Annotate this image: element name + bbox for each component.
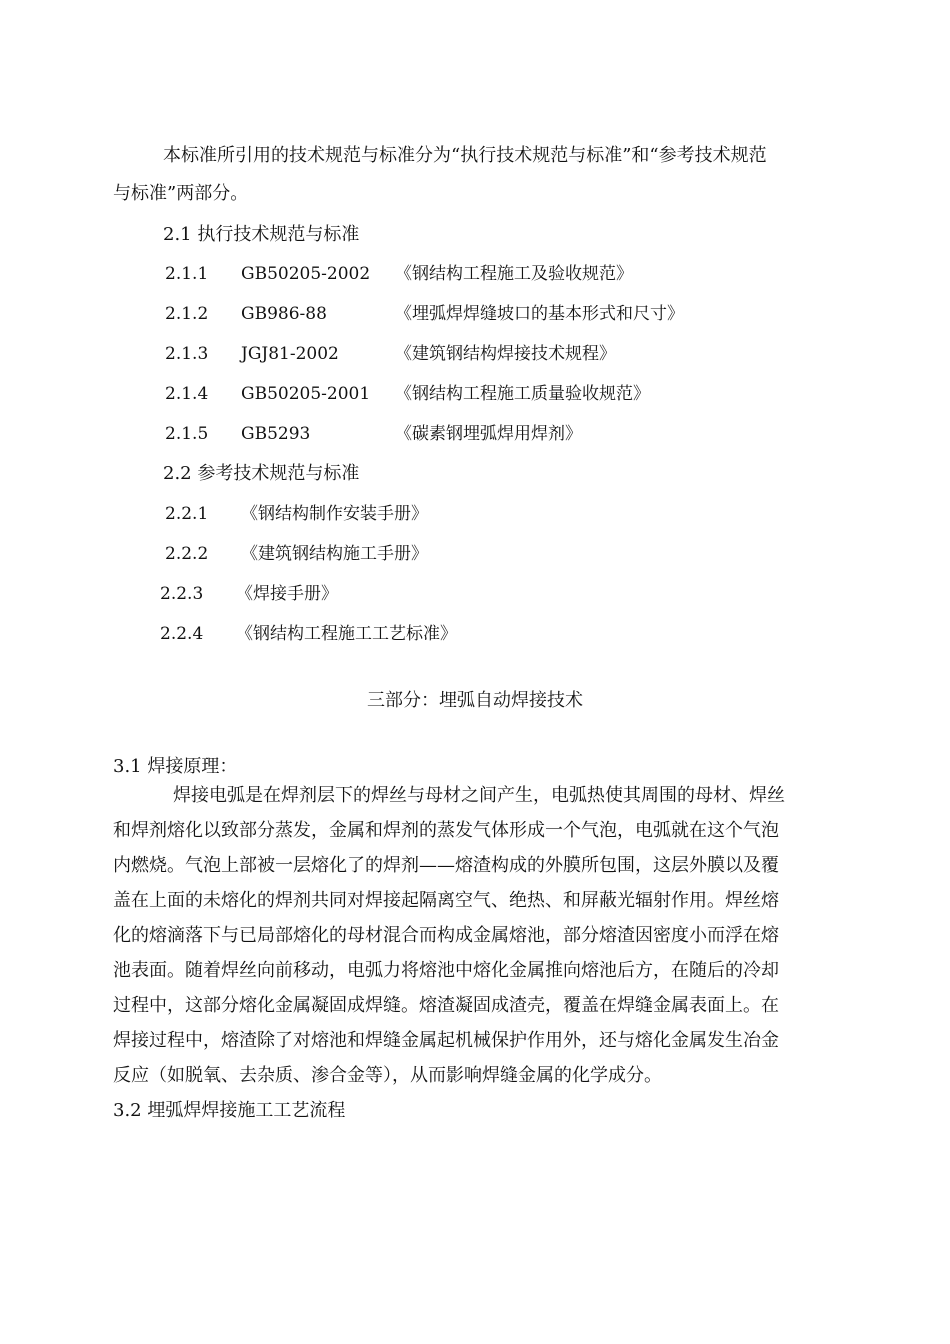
standard-code: GB5293 [241, 424, 311, 444]
paragraph-line: 焊接过程中，熔渣除了对熔池和焊缝金属起机械保护作用外，还与熔化金属发生冶金 [113, 1030, 779, 1051]
paragraph-line: 和焊剂熔化以致部分蒸发，金属和焊剂的蒸发气体形成一个气泡，电弧就在这个气泡 [113, 820, 779, 841]
standard-title: 《钢结构工程施工质量验收规范》 [395, 384, 650, 404]
paragraph-line: 内燃烧。气泡上部被一层熔化了的焊剂——熔渣构成的外膜所包围，这层外膜以及覆 [113, 855, 779, 876]
reference-number: 2.2.2 [165, 544, 209, 564]
reference-number: 2.2.1 [165, 504, 209, 524]
section-2-2-title: 2.2 参考技术规范与标准 [163, 463, 360, 484]
section-3-1-title: 3.1 焊接原理： [113, 756, 238, 777]
reference-number: 2.2.4 [160, 624, 204, 644]
reference-title: 《建筑钢结构施工手册》 [241, 544, 428, 564]
paragraph-line: 焊接电弧是在焊剂层下的焊丝与母材之间产生，电弧热使其周围的母材、焊丝 [173, 785, 785, 806]
intro-line-2: 与标准”两部分。 [113, 183, 249, 204]
standard-title: 《建筑钢结构焊接技术规程》 [395, 344, 616, 364]
reference-title: 《焊接手册》 [236, 584, 338, 604]
paragraph-line: 反应（如脱氧、去杂质、渗合金等），从而影响焊缝金属的化学成分。 [113, 1065, 662, 1086]
reference-title: 《钢结构制作安装手册》 [241, 504, 428, 524]
standard-number: 2.1.3 [165, 344, 209, 364]
standard-code: JGJ81-2002 [241, 344, 339, 364]
standard-code: GB50205-2001 [241, 384, 371, 404]
reference-number: 2.2.3 [160, 584, 204, 604]
standard-code: GB50205-2002 [241, 264, 371, 284]
standard-number: 2.1.1 [165, 264, 209, 284]
paragraph-line: 化的熔滴落下与已局部熔化的母材混合而构成金属熔池，部分熔渣因密度小而浮在熔 [113, 925, 779, 946]
intro-line-1: 本标准所引用的技术规范与标准分为“执行技术规范与标准”和“参考技术规范 [163, 145, 767, 166]
section-2-1-title: 2.1 执行技术规范与标准 [163, 224, 360, 245]
standard-number: 2.1.4 [165, 384, 209, 404]
standard-title: 《钢结构工程施工及验收规范》 [395, 264, 633, 284]
paragraph-line: 池表面。随着焊丝向前移动，电弧力将熔池中熔化金属推向熔池后方，在随后的冷却 [113, 960, 779, 981]
paragraph-line: 盖在上面的未熔化的焊剂共同对焊接起隔离空气、绝热、和屏蔽光辐射作用。焊丝熔 [113, 890, 779, 911]
standard-number: 2.1.2 [165, 304, 209, 324]
standard-title: 《埋弧焊焊缝坡口的基本形式和尺寸》 [395, 304, 684, 324]
paragraph-line: 过程中，这部分熔化金属凝固成焊缝。熔渣凝固成渣壳，覆盖在焊缝金属表面上。在 [113, 995, 779, 1016]
reference-title: 《钢结构工程施工工艺标准》 [236, 624, 457, 644]
part-3-heading: 三部分：埋弧自动焊接技术 [367, 690, 583, 711]
standard-number: 2.1.5 [165, 424, 209, 444]
standard-code: GB986-88 [241, 304, 327, 324]
section-3-2-title: 3.2 埋弧焊焊接施工工艺流程 [113, 1100, 346, 1121]
standard-title: 《碳素钢埋弧焊用焊剂》 [395, 424, 582, 444]
